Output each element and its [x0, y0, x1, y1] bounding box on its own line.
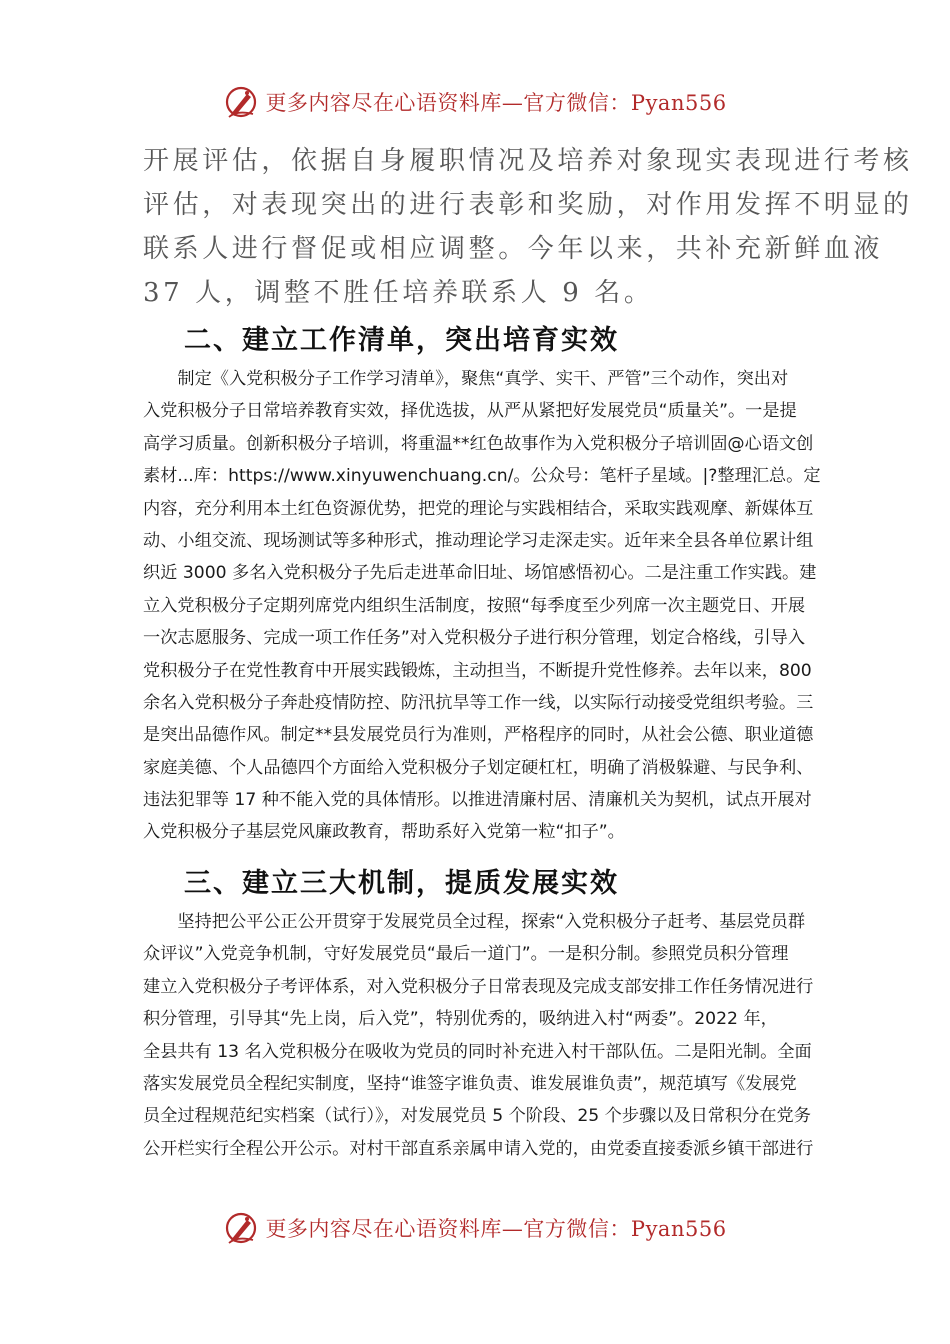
text-line: 违法犯罪等 17 种不能入党的具体情形。以推进清廉村居、清廉机关为契机，试点开展对 [143, 790, 812, 811]
pen-circle-logo-icon [223, 84, 259, 120]
text-line: 织近 3000 多名入党积极分子先后走进革命旧址、场馆感悟初心。二是注重工作实践。建 [143, 563, 817, 584]
footer-banner [0, 1208, 950, 1248]
text-line: 党积极分子在党性教育中开展实践锻炼，主动担当，不断提升党性修养。去年以来，800 [143, 660, 812, 681]
text-line: 入党积极分子日常培养教育实效，择优选拔，从严从紧把好发展党员“质量关”。一是提 [143, 401, 797, 422]
section-2-paragraph [143, 363, 821, 849]
text-line: 是突出品德作风。制定**县发展党员行为准则，严格程序的同时，从社会公德、职业道德 [143, 725, 814, 746]
banner-text: 更多内容尽在心语资料库—官方微信：Pyan556 [265, 91, 727, 115]
text-line: 员全过程规范纪实档案（试行）》，对发展党员 5 个阶段、25 个步骤以及日常积分在党务 [143, 1106, 811, 1127]
text-line: 立入党积极分子定期列席党内组织生活制度，按照“每季度至少列席一次主题党日、开展 [143, 595, 806, 616]
text-line: 坚持把公平公正公开贯穿于发展党员全过程，探索“入党积极分子赶考、基层党员群 [143, 912, 806, 932]
pen-circle-logo-icon [223, 1210, 259, 1246]
text-line: 一次志愿服务、完成一项工作任务”对入党积极分子进行积分管理，划定合格线，引导入 [143, 628, 806, 649]
section-2-heading: 二、建立工作清单，突出培育实效 [184, 325, 619, 356]
text-line: 高学习质量。创新积极分子培训，将重温**红色故事作为入党积极分子培训固@心语文创 [143, 433, 814, 454]
text-line: 开展评估，依据自身履职情况及培养对象现实表现进行考核 [143, 146, 913, 176]
text-line: 公开栏实行全程公开公示。对村干部直系亲属申请入党的，由党委直接委派乡镇干部进行 [143, 1138, 814, 1159]
text-line: 制定《入党积极分子工作学习清单》，聚焦“真学、实干、严管”三个动作，突出对 [143, 369, 789, 389]
text-line: 众评议”入党竞争机制，守好发展党员“最后一道门”。一是积分制。参照党员积分管理 [143, 944, 789, 965]
text-line: 建立入党积极分子考评体系，对入党积极分子日常表现及完成支部安排工作任务情况进行 [143, 976, 814, 997]
text-line: 全县共有 13 名入党积极分在吸收为党员的同时补充进入村干部队伍。二是阳光制。全面 [143, 1041, 812, 1062]
text-line: 落实发展党员全程纪实制度，坚持“谁签字谁负责、谁发展谁负责”，规范填写《发展党 [143, 1073, 797, 1094]
text-line: 家庭美德、个人品德四个方面给入党积极分子划定硬杠杠，明确了消极躲避、与民争利、 [143, 757, 814, 778]
text-line: 余名入党积极分子奔赴疫情防控、防汛抗旱等工作一线，以实际行动接受党组织考验。三 [143, 692, 814, 713]
text-line: 评估，对表现突出的进行表彰和奖励，对作用发挥不明显的 [143, 190, 913, 220]
section-3-heading: 三、建立三大机制，提质发展实效 [184, 868, 619, 899]
text-line: 素材...库：https://www.xinyuwenchuang.cn/。公众号：笔杆子星域。|?整理汇总。定 [143, 466, 821, 487]
intro-paragraph [143, 139, 913, 315]
text-line: 动、小组交流、现场测试等多种形式，推动理论学习走深走实。近年来全县各单位累计组 [143, 530, 814, 551]
text-line: 联系人进行督促或相应调整。今年以来，共补充新鲜血液 [143, 234, 884, 264]
text-line: 积分管理，引导其“先上岗，后入党”，特别优秀的，吸纳进入村“两委”。2022 年， [143, 1009, 778, 1030]
header-banner [0, 82, 950, 122]
text-line: 内容，充分利用本土红色资源优势，把党的理论与实践相结合，采取实践观摩、新媒体互 [143, 498, 814, 519]
banner-text: 更多内容尽在心语资料库—官方微信：Pyan556 [265, 1217, 727, 1241]
text-line: 入党积极分子基层党风廉政教育，帮助系好入党第一粒“扣子”。 [143, 822, 625, 843]
section-3-paragraph [143, 906, 814, 1165]
text-line: 37 人，调整不胜任培养联系人 9 名。 [143, 278, 654, 308]
